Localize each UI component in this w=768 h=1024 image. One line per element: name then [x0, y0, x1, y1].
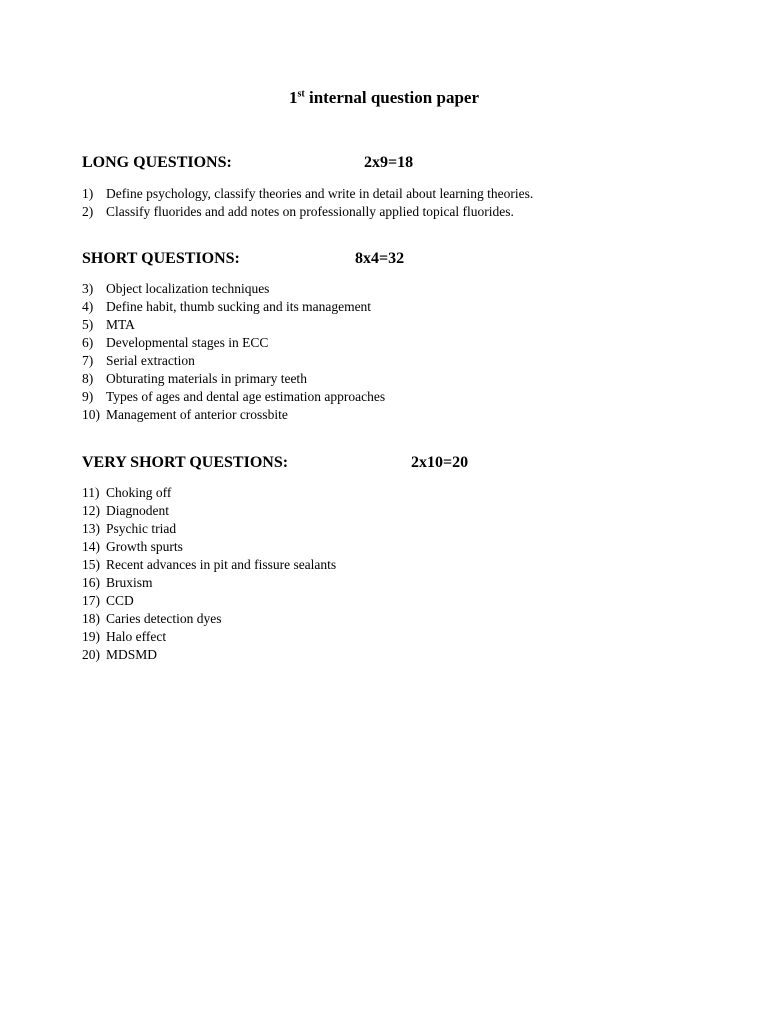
question-item [82, 298, 385, 316]
question-text: Types of ages and dental age estimation approaches [106, 389, 386, 404]
question-item [82, 370, 385, 388]
question-number: 14) [82, 539, 100, 554]
question-item [82, 352, 385, 370]
page-title [0, 88, 768, 108]
question-item [82, 592, 336, 610]
question-text: MTA [106, 317, 135, 332]
long-questions-heading: LONG QUESTIONS: [82, 154, 232, 171]
question-item [82, 574, 336, 592]
question-text: Psychic triad [106, 521, 177, 536]
question-number: 1) [82, 186, 94, 201]
title-ordinal: 1 [288, 88, 298, 107]
question-item [82, 628, 336, 646]
question-text: Define habit, thumb sucking and its management [106, 299, 372, 314]
question-number: 18) [82, 611, 100, 626]
very-short-questions-list [82, 484, 336, 664]
question-text: Developmental stages in ECC [106, 335, 269, 350]
question-text: Choking off [106, 485, 172, 500]
question-item [82, 556, 336, 574]
short-questions-heading: SHORT QUESTIONS: [82, 250, 240, 267]
question-text: CCD [106, 593, 134, 608]
short-questions-marks: 8x4=32 [355, 250, 405, 267]
question-number: 9) [82, 389, 94, 404]
question-text: Recent advances in pit and fissure sealants [106, 557, 337, 572]
title-ordinal-suffix: st [297, 88, 305, 100]
question-text: Management of anterior crossbite [106, 407, 288, 422]
question-text: Obturating materials in primary teeth [106, 371, 307, 386]
question-item [82, 484, 336, 502]
question-item [82, 280, 385, 298]
question-item [82, 203, 533, 221]
question-number: 5) [82, 317, 94, 332]
question-number: 17) [82, 593, 100, 608]
question-number: 3) [82, 281, 94, 296]
question-item [82, 185, 533, 203]
question-number: 11) [82, 485, 100, 500]
question-text: Serial extraction [106, 353, 195, 368]
question-text: MDSMD [106, 647, 158, 662]
very-short-questions-heading: VERY SHORT QUESTIONS: [82, 454, 289, 471]
question-number: 7) [82, 353, 94, 368]
question-text: Halo effect [106, 629, 167, 644]
question-item [82, 334, 385, 352]
question-item [82, 520, 336, 538]
question-number: 13) [82, 521, 100, 536]
question-number: 4) [82, 299, 94, 314]
short-questions-list [82, 280, 385, 424]
very-short-questions-marks: 2x10=20 [411, 454, 469, 471]
question-text: Growth spurts [106, 539, 183, 554]
question-item [82, 406, 385, 424]
question-item [82, 610, 336, 628]
question-item [82, 538, 336, 556]
question-item [82, 502, 336, 520]
question-text: Define psychology, classify theories and write in detail about learning theories. [106, 186, 534, 201]
question-number: 15) [82, 557, 100, 572]
question-item [82, 316, 385, 334]
long-questions-marks: 2x9=18 [364, 154, 414, 171]
question-text: Object localization techniques [106, 281, 270, 296]
question-number: 2) [82, 204, 94, 219]
question-text: Caries detection dyes [106, 611, 222, 626]
question-number: 16) [82, 575, 100, 590]
question-number: 20) [82, 647, 100, 662]
question-number: 19) [82, 629, 100, 644]
title-text: internal question paper [304, 88, 479, 107]
question-number: 12) [82, 503, 100, 518]
question-item [82, 646, 336, 664]
question-number: 10) [82, 407, 100, 422]
question-text: Classify fluorides and add notes on professionally applied topical fluorides. [106, 204, 514, 219]
question-text: Diagnodent [106, 503, 169, 518]
question-item [82, 388, 385, 406]
long-questions-list [82, 185, 533, 221]
question-text: Bruxism [106, 575, 153, 590]
question-number: 6) [82, 335, 94, 350]
question-number: 8) [82, 371, 94, 386]
